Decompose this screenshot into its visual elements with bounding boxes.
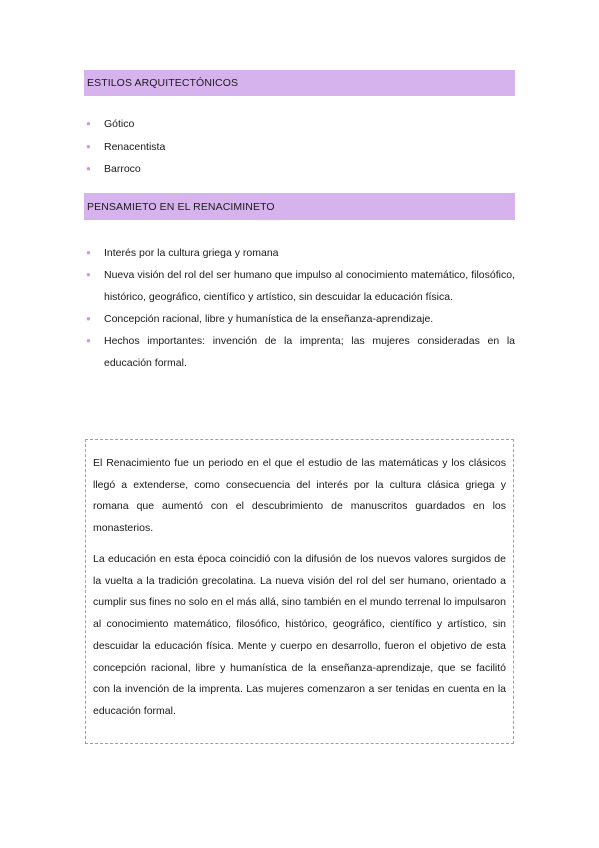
bullet-icon: ● <box>86 248 91 257</box>
section-heading-architectural-styles <box>84 70 515 96</box>
summary-paragraph-2: La educación en esta época coincidió con la difusión de los nuevos valores surgidos de la vuelta a la tradición grecolatina. La nueva visión del rol del ser humano, orientado a cumplir sus fines no solo en el más allá, sino también en el mundo terrenal lo impulsaron al conocimiento matemático, filosófico, histórico, geográfico, científico y artístico, sin descuidar la educación física. Mente y cuerpo en desarrollo, fueron el objetivo de esta concepción racional, libre y humanística de la enseñanza-aprendizaje, que se facilitó con la invención de la imprenta. Las mujeres comenzaron a ser tenidas en cuenta en la educación formal. <box>93 553 506 717</box>
list-item <box>84 140 515 163</box>
summary-paragraph-1: El Renacimiento fue un periodo en el que el estudio de las matemáticas y los clásicos llegó a extenderse, como consecuencia del interés por la cultura clásica griega y romana que aumentó con el descubrimiento de manuscritos guardados en los monasterios. <box>93 457 506 535</box>
section-heading-renaissance-thought <box>84 193 515 220</box>
architectural-styles-list <box>84 117 515 185</box>
list-item <box>84 242 515 264</box>
bullet-icon: ● <box>86 119 91 128</box>
bullet-icon: ● <box>86 164 91 173</box>
list-item-text: Interés por la cultura griega y romana <box>104 247 279 259</box>
bullet-icon: ● <box>86 141 91 151</box>
list-item-text: Barroco <box>104 163 141 175</box>
section-heading-text: PENSAMIETO EN EL RENACIMINETO <box>87 200 275 213</box>
list-item <box>84 117 515 140</box>
bullet-icon: ● <box>86 270 91 279</box>
list-item-text: Hechos importantes: invención de la imprenta; las mujeres consideradas en la educación formal. <box>104 335 515 369</box>
list-item-text: Concepción racional, libre y humanística de la enseñanza-aprendizaje. <box>104 313 434 325</box>
list-item <box>84 330 515 374</box>
renaissance-thought-list <box>84 242 515 374</box>
section-heading-text: ESTILOS ARQUITECTÓNICOS <box>87 77 239 89</box>
bullet-icon: ● <box>86 336 91 345</box>
list-item <box>84 162 515 185</box>
list-item-text: Gótico <box>104 118 135 130</box>
list-item <box>84 308 515 330</box>
list-item-text: Nueva visión del rol del ser humano que impulso al conocimiento matemático, filosófico, histórico, geográfico, científico y artístico, sin descuidar la educación física. <box>104 269 515 303</box>
bullet-icon: ● <box>86 314 91 323</box>
list-item <box>84 264 515 308</box>
list-item-text: Renacentista <box>104 140 166 153</box>
